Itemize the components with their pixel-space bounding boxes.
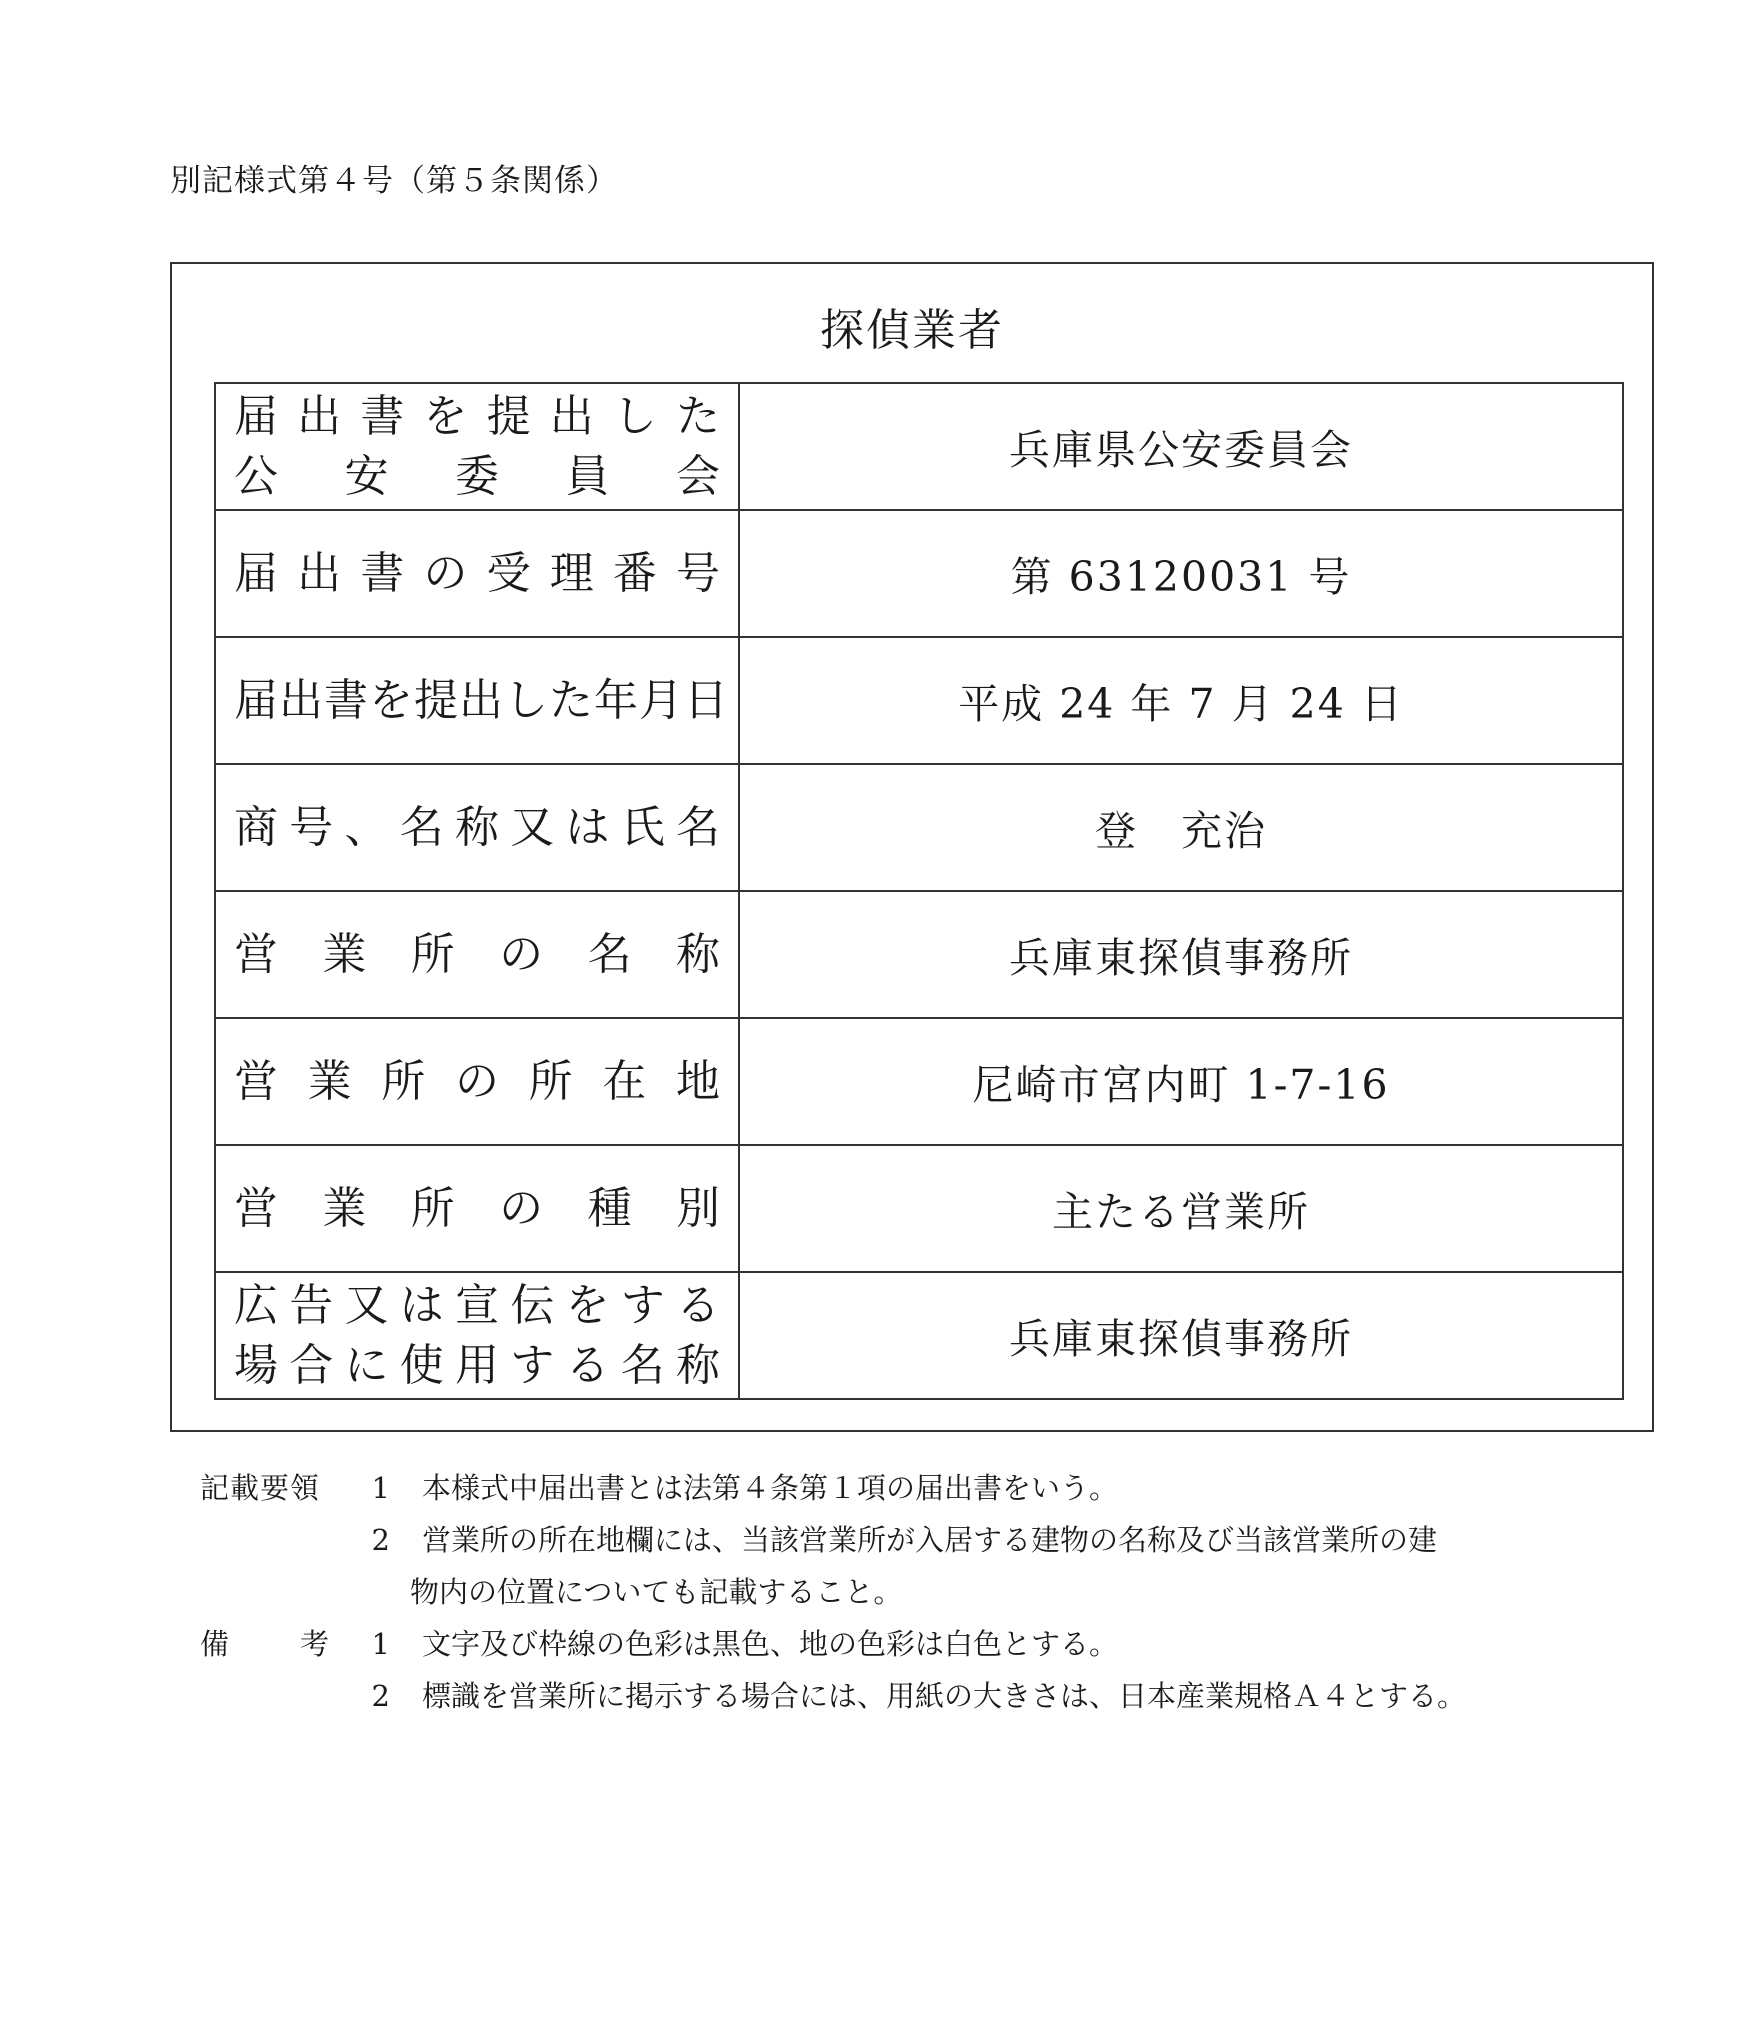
row-label bbox=[215, 1018, 739, 1145]
label-char: の bbox=[499, 1182, 544, 1234]
label-char: 名 bbox=[620, 1339, 665, 1391]
label-char: 称 bbox=[455, 801, 499, 853]
label-char: 宣 bbox=[455, 1279, 499, 1331]
row-label-line bbox=[216, 544, 738, 604]
label-char: 書 bbox=[360, 390, 405, 442]
row-value: 尼崎市宮内町 1-7-16 bbox=[739, 1018, 1623, 1145]
note-number: 2 bbox=[371, 1523, 390, 1557]
label-char: 営 bbox=[234, 1055, 278, 1107]
note-number: 1 bbox=[371, 1471, 390, 1505]
label-char: 称 bbox=[675, 928, 720, 980]
label-char: 提 bbox=[486, 390, 531, 442]
row-label-line bbox=[216, 1179, 738, 1239]
label-char: 所 bbox=[381, 1055, 426, 1107]
row-value: 主たる営業所 bbox=[739, 1145, 1623, 1272]
label-char: 商 bbox=[234, 801, 278, 853]
row-label-line bbox=[216, 447, 738, 507]
label-char: 会 bbox=[676, 450, 720, 502]
label-char: は bbox=[565, 801, 610, 853]
label-char: 届 bbox=[234, 390, 278, 442]
remarks-heading bbox=[200, 1618, 330, 1670]
row-label bbox=[215, 891, 739, 1018]
note-number: 1 bbox=[371, 1627, 390, 1661]
label-char: 書 bbox=[360, 547, 405, 599]
row-label-line bbox=[216, 798, 738, 858]
label-char: 地 bbox=[675, 1055, 720, 1107]
label-char: 号 bbox=[289, 801, 334, 853]
label-char: る bbox=[676, 1279, 720, 1331]
row-label-line bbox=[216, 1276, 738, 1336]
label-char: 氏 bbox=[620, 801, 665, 853]
label-char: 所 bbox=[410, 1182, 455, 1234]
row-value: 第 63120031 号 bbox=[739, 510, 1623, 637]
label-char: 出 bbox=[297, 390, 342, 442]
label-char: 出 bbox=[549, 390, 594, 442]
note-text: 本様式中届出書とは法第４条第１項の届出書をいう。 bbox=[422, 1471, 1119, 1505]
label-char: 名 bbox=[676, 801, 720, 853]
label-char: 業 bbox=[322, 928, 367, 980]
note-entry-guide-2 bbox=[200, 1514, 1630, 1566]
label-char: に bbox=[344, 1339, 389, 1391]
sign-row bbox=[215, 637, 1623, 764]
note-text: 標識を営業所に掲示する場合には、用紙の大きさは、日本産業規格Ａ４とする。 bbox=[422, 1679, 1467, 1713]
label-char: は bbox=[399, 1279, 444, 1331]
note-remarks-1 bbox=[200, 1618, 1630, 1670]
note-text: 営業所の所在地欄には、当該営業所が入居する建物の名称及び当該営業所の建 bbox=[422, 1523, 1438, 1557]
sign-frame bbox=[170, 262, 1654, 1432]
label-char: 所 bbox=[528, 1055, 573, 1107]
label-char: 員 bbox=[565, 450, 610, 502]
label-char: し bbox=[612, 390, 657, 442]
sign-table bbox=[214, 382, 1624, 1400]
label-char: 公 bbox=[234, 450, 278, 502]
label-char: 場 bbox=[234, 1339, 278, 1391]
label-char: 告 bbox=[289, 1279, 334, 1331]
label-char: 使 bbox=[399, 1339, 444, 1391]
label-char: 番 bbox=[612, 547, 657, 599]
row-label bbox=[215, 1272, 739, 1399]
label-char: 用 bbox=[455, 1339, 499, 1391]
notes-section bbox=[200, 1462, 1630, 1722]
sign-row bbox=[215, 891, 1623, 1018]
label-char: 業 bbox=[322, 1182, 367, 1234]
label-char: 安 bbox=[344, 450, 389, 502]
note-continuation: 物内の位置についても記載すること。 bbox=[410, 1575, 903, 1609]
label-char: 伝 bbox=[510, 1279, 555, 1331]
remarks-heading-char: 備 bbox=[200, 1627, 231, 1661]
label-char: 業 bbox=[307, 1055, 352, 1107]
label-char: す bbox=[620, 1279, 665, 1331]
row-label-line bbox=[216, 1052, 738, 1112]
label-char: 委 bbox=[455, 450, 499, 502]
sign-row bbox=[215, 383, 1623, 510]
label-char: 所 bbox=[410, 928, 455, 980]
label-char: 理 bbox=[549, 547, 594, 599]
row-value: 登 充治 bbox=[739, 764, 1623, 891]
label-char: 又 bbox=[510, 801, 555, 853]
label-char: 又 bbox=[344, 1279, 389, 1331]
row-label bbox=[215, 764, 739, 891]
row-label bbox=[215, 1145, 739, 1272]
note-text: 文字及び枠線の色彩は黒色、地の色彩は白色とする。 bbox=[422, 1627, 1119, 1661]
label-char: 受 bbox=[486, 547, 531, 599]
label-char: を bbox=[423, 390, 468, 442]
label-char: 、 bbox=[344, 801, 389, 853]
label-char: 合 bbox=[289, 1339, 334, 1391]
row-label bbox=[215, 637, 739, 764]
label-char: 称 bbox=[676, 1339, 720, 1391]
row-value: 兵庫東探偵事務所 bbox=[739, 891, 1623, 1018]
row-label bbox=[215, 510, 739, 637]
remarks-heading-char: 考 bbox=[299, 1627, 330, 1661]
sign-title: 探偵業者 bbox=[820, 305, 1004, 356]
label-char: の bbox=[499, 928, 544, 980]
label-char: の bbox=[423, 547, 468, 599]
sign-row bbox=[215, 1145, 1623, 1272]
row-label-line bbox=[216, 387, 738, 447]
label-char: 広 bbox=[234, 1279, 278, 1331]
label-char: の bbox=[454, 1055, 499, 1107]
label-char: た bbox=[675, 390, 720, 442]
row-label bbox=[215, 383, 739, 510]
row-label-line bbox=[216, 1336, 738, 1396]
row-label-text: 届出書を提出した年月日 bbox=[234, 674, 729, 726]
sign-row bbox=[215, 1272, 1623, 1399]
sign-row bbox=[215, 1018, 1623, 1145]
sign-row bbox=[215, 510, 1623, 637]
label-char: 営 bbox=[234, 928, 278, 980]
entry-guide-heading: 記載要領 bbox=[200, 1471, 321, 1505]
label-char: 出 bbox=[297, 547, 342, 599]
label-char: 名 bbox=[399, 801, 444, 853]
row-value: 兵庫東探偵事務所 bbox=[739, 1272, 1623, 1399]
label-char: 号 bbox=[675, 547, 720, 599]
label-char: 名 bbox=[587, 928, 632, 980]
row-label-line bbox=[216, 925, 738, 985]
label-char: る bbox=[565, 1339, 610, 1391]
row-value: 平成 24 年 7 月 24 日 bbox=[739, 637, 1623, 764]
label-char: 種 bbox=[587, 1182, 632, 1234]
note-entry-guide-1 bbox=[200, 1462, 1630, 1514]
sign-row bbox=[215, 764, 1623, 891]
label-char: を bbox=[565, 1279, 610, 1331]
label-char: 届 bbox=[234, 547, 278, 599]
label-char: 別 bbox=[675, 1182, 720, 1234]
row-value: 兵庫県公安委員会 bbox=[739, 383, 1623, 510]
form-reference: 別記様式第４号（第５条関係） bbox=[170, 163, 618, 199]
note-number: 2 bbox=[371, 1679, 390, 1713]
note-remarks-2 bbox=[200, 1670, 1630, 1722]
label-char: 在 bbox=[602, 1055, 647, 1107]
label-char: す bbox=[510, 1339, 555, 1391]
label-char: 営 bbox=[234, 1182, 278, 1234]
